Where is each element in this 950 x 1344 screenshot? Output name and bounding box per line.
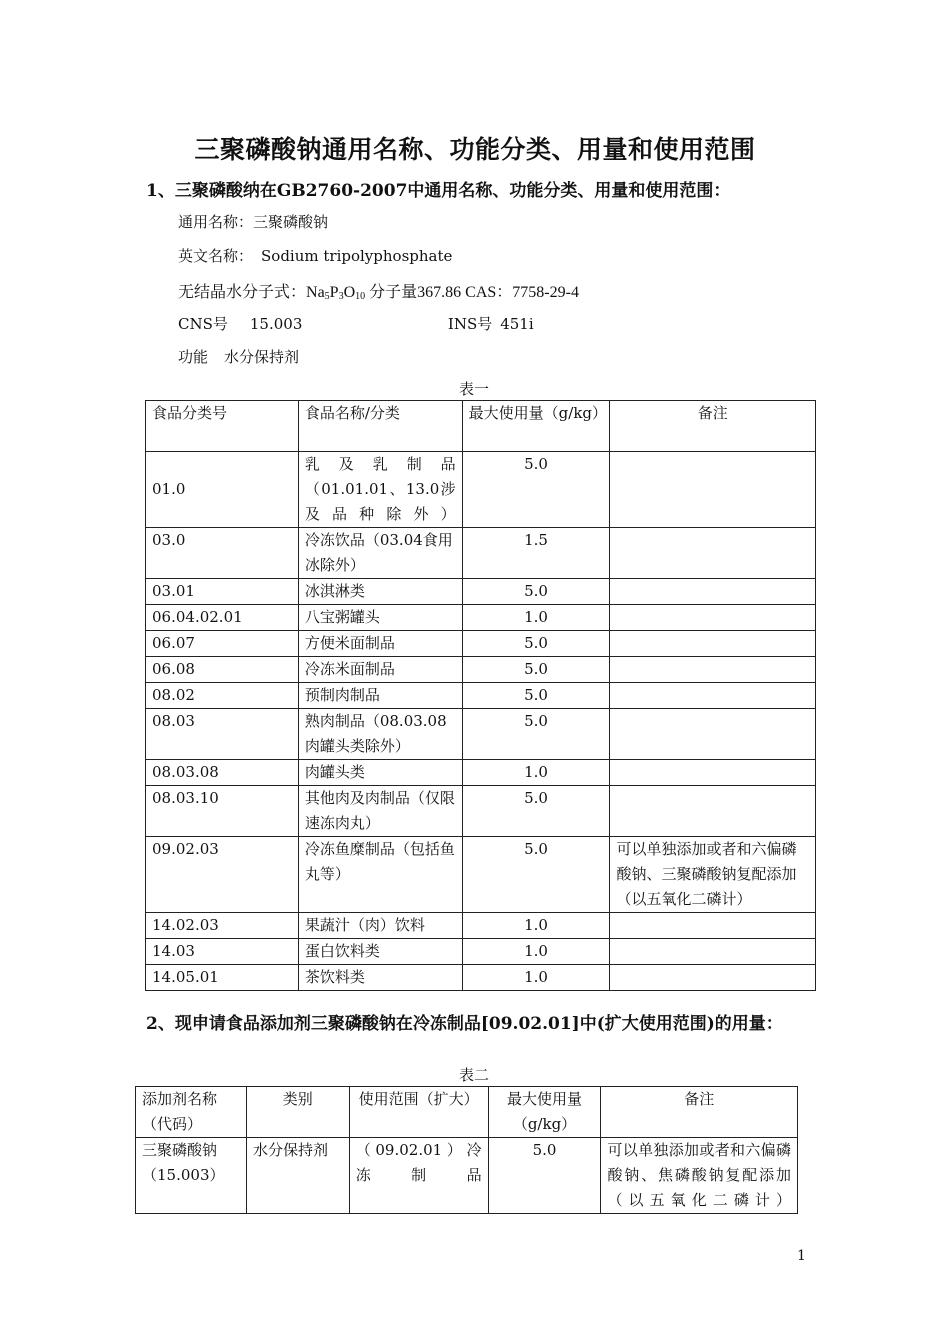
cns-label: CNS号	[178, 315, 228, 333]
max-amount: 5.0	[462, 452, 610, 528]
table-row	[146, 965, 816, 991]
table-row	[136, 1138, 798, 1214]
additive-name: 三聚磷酸钠（15.003）	[136, 1138, 247, 1214]
table2	[135, 1086, 798, 1214]
note	[610, 631, 816, 657]
cas-value: 7758-29-4	[512, 284, 579, 301]
additive-category: 水分保持剂	[246, 1138, 349, 1214]
table2-header-scope: 使用范围（扩大）	[349, 1087, 488, 1138]
section-2-heading: 2、现申请食品添加剂三聚磷酸钠在冷冻制品[09.02.01]中(扩大使用范围)的用量：	[146, 1014, 783, 1034]
ins-value: 451i	[500, 315, 534, 333]
max-amount: 5.0	[462, 709, 610, 760]
food-name: 冷冻饮品（03.04食用冰除外）	[298, 528, 462, 579]
cas-label: CAS：	[465, 284, 513, 301]
note: 可以单独添加或者和六偏磷酸钠、三聚磷酸钠复配添加（以五氧化二磷计）	[610, 837, 816, 913]
max-amount: 1.5	[462, 528, 610, 579]
table-row	[146, 837, 816, 913]
max-amount: 1.0	[462, 760, 610, 786]
food-code: 14.05.01	[146, 965, 299, 991]
cns-ins-line	[178, 313, 534, 334]
table2-header-additive: 添加剂名称（代码）	[136, 1087, 247, 1138]
food-name: 冰淇淋类	[298, 579, 462, 605]
food-code: 14.02.03	[146, 913, 299, 939]
common-name-value: 三聚磷酸钠	[253, 213, 329, 231]
table1-header-amount: 最大使用量（g/kg）	[462, 401, 610, 452]
table1-header-row	[146, 401, 816, 452]
table-row	[146, 528, 816, 579]
common-name-label: 通用名称：	[178, 213, 254, 231]
max-amount: 5.0	[462, 683, 610, 709]
food-code: 08.03.08	[146, 760, 299, 786]
food-code: 03.0	[146, 528, 299, 579]
note: 可以单独添加或者和六偏磷酸钠、焦磷酸钠复配添加（以五氧化二磷计）	[601, 1138, 798, 1214]
food-code: 08.03.10	[146, 786, 299, 837]
formula: $Na_5P_3O_{10}$	[306, 284, 366, 302]
table-row	[146, 605, 816, 631]
food-code: 14.03	[146, 939, 299, 965]
table2-header-amount: 最大使用量（g/kg）	[488, 1087, 601, 1138]
food-name: 方便米面制品	[298, 631, 462, 657]
formula-line	[178, 279, 579, 302]
common-name-line	[178, 211, 328, 232]
food-code: 08.03	[146, 709, 299, 760]
molecular-weight-label: 分子量	[369, 284, 418, 301]
max-amount: 1.0	[462, 939, 610, 965]
note	[610, 709, 816, 760]
note	[610, 452, 816, 528]
food-code: 09.02.03	[146, 837, 299, 913]
food-code: 06.07	[146, 631, 299, 657]
note	[610, 913, 816, 939]
table-row	[146, 452, 816, 528]
note	[610, 683, 816, 709]
cns-value: 15.003	[249, 315, 303, 333]
table-row	[146, 631, 816, 657]
note	[610, 760, 816, 786]
note	[610, 786, 816, 837]
max-amount: 5.0	[462, 657, 610, 683]
food-code: 03.01	[146, 579, 299, 605]
food-code: 06.08	[146, 657, 299, 683]
note	[610, 657, 816, 683]
max-amount: 5.0	[462, 631, 610, 657]
max-amount: 5.0	[488, 1138, 601, 1214]
table1	[145, 400, 816, 991]
food-name: 乳及乳制品（01.01.01、13.0涉及品种除外）	[298, 452, 462, 528]
food-name: 预制肉制品	[298, 683, 462, 709]
table-row	[146, 657, 816, 683]
food-code: 01.0	[146, 452, 299, 528]
molecular-weight-value: 367.86	[417, 284, 462, 301]
table2-header-category: 类别	[246, 1087, 349, 1138]
max-amount: 5.0	[462, 579, 610, 605]
food-name: 蛋白饮料类	[298, 939, 462, 965]
function-value: 水分保持剂	[224, 348, 300, 366]
usage-scope: （09.02.01）冷冻制品	[349, 1138, 488, 1214]
note	[610, 579, 816, 605]
table2-header-note: 备注	[601, 1087, 798, 1138]
table-row	[146, 709, 816, 760]
table-row	[146, 760, 816, 786]
food-code: 06.04.02.01	[146, 605, 299, 631]
page-title: 三聚磷酸钠通用名称、功能分类、用量和使用范围	[194, 135, 756, 164]
section-1-heading: 1、三聚磷酸纳在GB2760-2007中通用名称、功能分类、用量和使用范围：	[146, 181, 731, 201]
food-name: 冷冻鱼糜制品（包括鱼丸等）	[298, 837, 462, 913]
note	[610, 965, 816, 991]
english-name-line	[178, 245, 452, 266]
function-label: 功能	[178, 348, 209, 366]
food-name: 八宝粥罐头	[298, 605, 462, 631]
table1-header-note: 备注	[610, 401, 816, 452]
note	[610, 528, 816, 579]
table1-caption: 表一	[459, 380, 490, 398]
table-row	[146, 939, 816, 965]
food-name: 冷冻米面制品	[298, 657, 462, 683]
page-number: 1	[797, 1248, 806, 1264]
table2-header-row	[136, 1087, 798, 1138]
table-row	[146, 786, 816, 837]
table-row	[146, 683, 816, 709]
note	[610, 605, 816, 631]
food-name: 茶饮料类	[298, 965, 462, 991]
max-amount: 1.0	[462, 605, 610, 631]
food-name: 肉罐头类	[298, 760, 462, 786]
table1-header-code: 食品分类号	[146, 401, 299, 452]
formula-label: 无结晶水分子式：	[178, 284, 307, 301]
english-name-label: 英文名称：	[178, 247, 254, 265]
function-line	[178, 346, 299, 367]
max-amount: 5.0	[462, 786, 610, 837]
table1-header-name: 食品名称/分类	[298, 401, 462, 452]
food-name: 熟肉制品（08.03.08肉罐头类除外）	[298, 709, 462, 760]
table-row	[146, 913, 816, 939]
food-name: 果蔬汁（肉）饮料	[298, 913, 462, 939]
ins-label: INS号	[447, 315, 493, 333]
table2-caption: 表二	[459, 1066, 490, 1084]
food-code: 08.02	[146, 683, 299, 709]
max-amount: 1.0	[462, 913, 610, 939]
max-amount: 5.0	[462, 837, 610, 913]
max-amount: 1.0	[462, 965, 610, 991]
english-name-value: Sodium tripolyphosphate	[261, 247, 453, 265]
note	[610, 939, 816, 965]
food-name: 其他肉及肉制品（仅限速冻肉丸）	[298, 786, 462, 837]
table-row	[146, 579, 816, 605]
